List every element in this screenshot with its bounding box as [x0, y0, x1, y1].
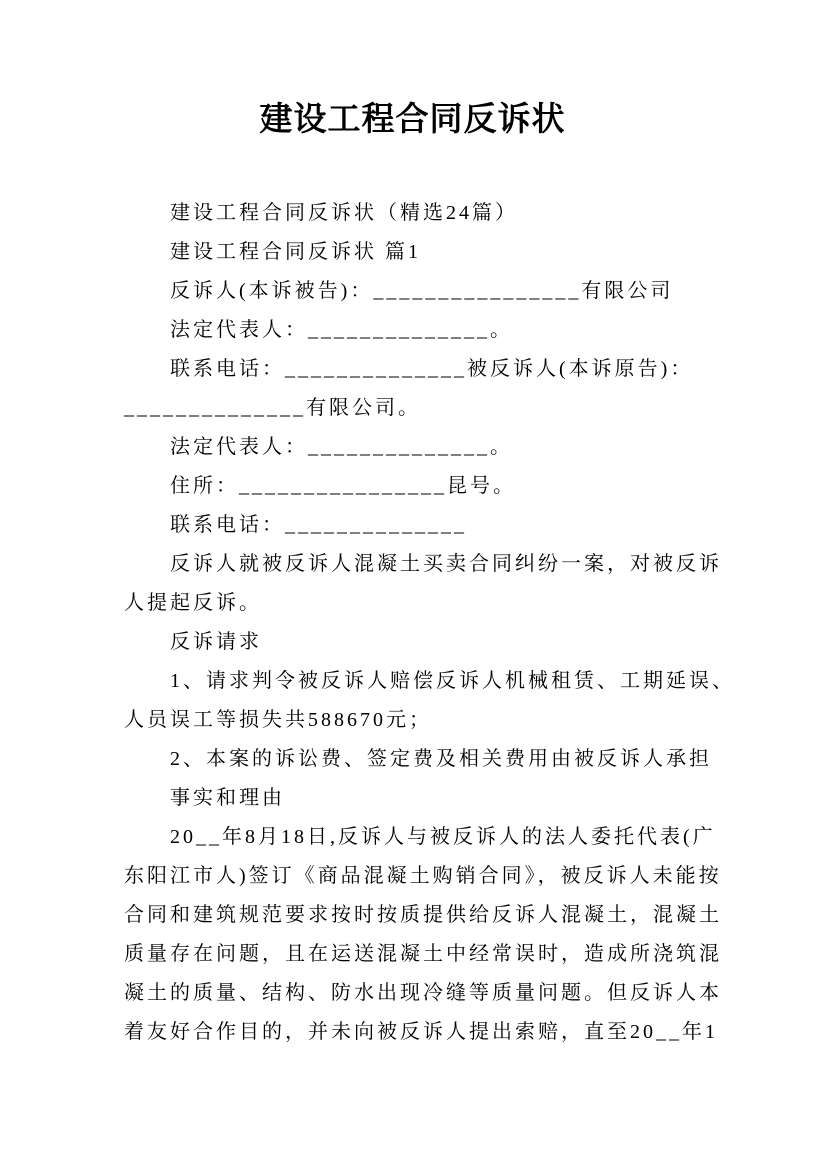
paragraph-line: 建设工程合同反诉状 篇1: [124, 241, 421, 263]
paragraph-line: 人提起反诉。: [124, 592, 262, 614]
paragraph-line: 住所：________________昆号。: [124, 475, 516, 497]
paragraph-line: 20__年8月18日,反诉人与被反诉人的法人委托代表(广: [124, 826, 716, 848]
paragraph-line: 2、本案的诉讼费、签定费及相关费用由被反诉人承担: [124, 748, 712, 770]
document-body: [124, 194, 735, 1052]
paragraph-line: 1、请求判令被反诉人赔偿反诉人机械租赁、工期延误、: [124, 670, 735, 692]
paragraph-line: 质量存在问题，且在运送混凝土中经常误时，造成所浇筑混: [124, 943, 722, 965]
paragraph-line: 反诉请求: [124, 631, 262, 653]
paragraph-line: 反诉人就被反诉人混凝土买卖合同纠纷一案，对被反诉: [124, 553, 722, 575]
paragraph-line: 法定代表人：______________。: [124, 436, 513, 458]
paragraph-line: 东阳江市人)签订《商品混凝土购销合同》，被反诉人未能按: [124, 865, 722, 887]
paragraph-line: ______________有限公司。: [124, 397, 421, 419]
paragraph-line: 联系电话：______________被反诉人(本诉原告)：: [124, 358, 694, 380]
paragraph-line: 反诉人(本诉被告)：________________有限公司: [124, 280, 674, 302]
paragraph-line: 合同和建筑规范要求按时按质提供给反诉人混凝土，混凝土: [124, 904, 722, 926]
paragraph-line: 着友好合作目的，并未向被反诉人提出索赔，直至20__年1: [124, 1021, 718, 1043]
paragraph-line: 联系电话：______________: [124, 514, 467, 536]
paragraph-line: 凝土的质量、结构、防水出现冷缝等质量问题。但反诉人本: [124, 982, 722, 1004]
paragraph-line: 事实和理由: [124, 787, 285, 809]
paragraph-line: 人员误工等损失共588670元；: [124, 709, 432, 731]
paragraph-line: 建设工程合同反诉状（精选24篇）: [124, 202, 518, 224]
paragraph-line: 法定代表人：______________。: [124, 319, 513, 341]
document-title: 建设工程合同反诉状: [259, 102, 566, 138]
